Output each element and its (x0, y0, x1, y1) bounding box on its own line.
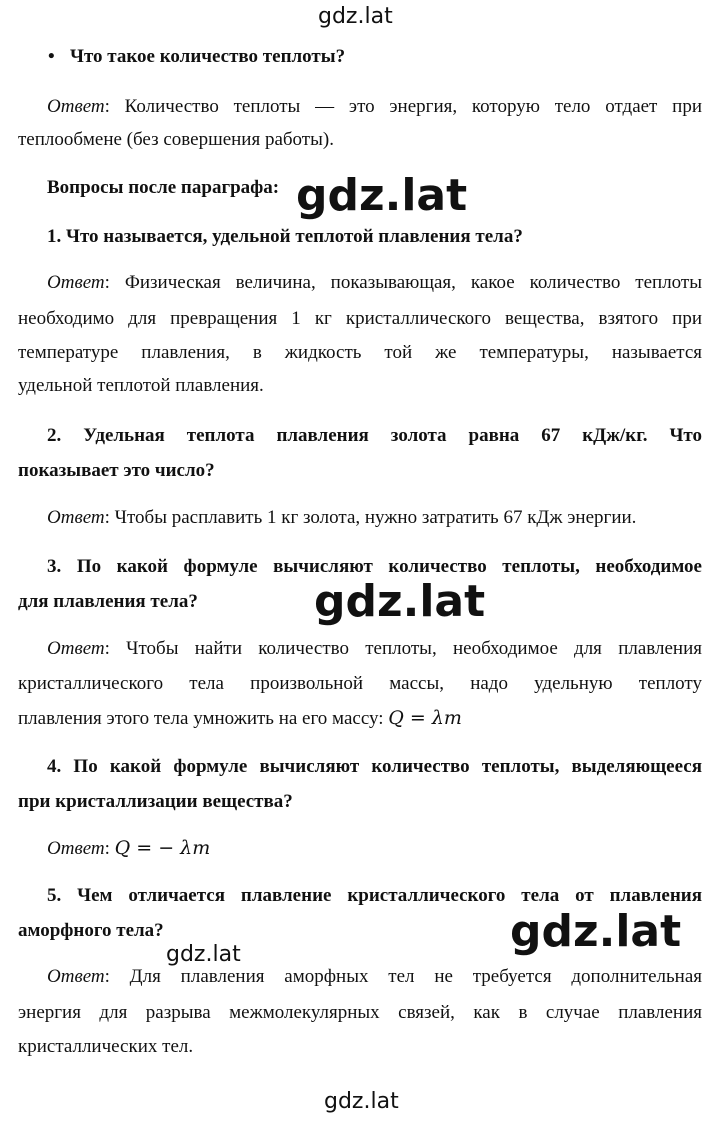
answer-2-line-1: Ответ: Чтобы расплавить 1 кг золота, нужно затратить 67 кДж энергии. (47, 507, 637, 528)
question-3-line-1: 3. По какой формуле вычисляют количество теплоты, необходимое (47, 556, 702, 577)
question-2-line-2: показывает это число? (18, 460, 215, 481)
question-3-line-2: для плавления тела? (18, 591, 198, 612)
answer-label: Ответ (47, 272, 105, 293)
question-4-line-2: при кристаллизации вещества? (18, 791, 293, 812)
watermark-large-3: gdz.lat (510, 906, 682, 957)
intro-answer-line-2: теплообмене (без совершения работы). (18, 129, 334, 150)
answer-5-line-2: энергия для разрыва межмолекулярных связей, как в случае плавления (18, 1002, 702, 1023)
watermark-top: gdz.lat (318, 4, 393, 29)
watermark-small-mid: gdz.lat (166, 942, 241, 967)
answer-label: Ответ (47, 966, 105, 987)
watermark-large-1: gdz.lat (296, 170, 468, 221)
answer-label: Ответ (47, 838, 105, 859)
intro-answer-line-1: Ответ: Количество теплоты — это энергия, которую тело отдает при (47, 96, 702, 117)
answer-1-line-1: Ответ: Физическая величина, показывающая, какое количество теплоты (47, 272, 702, 293)
answer-4-line-1: Ответ: Q = − λm (47, 837, 211, 859)
answer-3-line-3: плавления этого тела умножить на его массу: Q = λm (18, 707, 462, 729)
answer-5-line-1: Ответ: Для плавления аморфных тел не требуется дополнительная (47, 966, 702, 987)
question-4-line-1: 4. По какой формуле вычисляют количество теплоты, выделяющееся (47, 756, 702, 777)
answer-label: Ответ (47, 638, 105, 659)
question-2-line-1: 2. Удельная теплота плавления золота равна 67 кДж/кг. Что (47, 425, 702, 446)
section-title: Вопросы после параграфа: (47, 177, 280, 198)
formula-melting-heat: Q = λm (388, 707, 462, 729)
answer-label: Ответ (47, 507, 105, 528)
watermark-bottom: gdz.lat (324, 1089, 399, 1114)
formula-crystallization-heat: Q = − λm (114, 837, 211, 859)
answer-1-line-2: необходимо для превращения 1 кг кристаллического вещества, взятого при (18, 308, 702, 329)
answer-1-line-3: температуре плавления, в жидкость той же температуры, называется (18, 342, 702, 363)
question-5-line-2: аморфного тела? (18, 920, 164, 941)
watermark-large-2: gdz.lat (314, 576, 486, 627)
answer-label: Ответ (47, 96, 105, 117)
question-1: 1. Что называется, удельной теплотой плавления тела? (47, 226, 523, 247)
intro-question: • Что такое количество теплоты? (48, 46, 346, 67)
answer-5-line-3: кристаллических тел. (18, 1036, 194, 1057)
answer-3-line-1: Ответ: Чтобы найти количество теплоты, необходимое для плавления (47, 638, 702, 659)
bullet-icon: • (48, 46, 55, 67)
answer-1-line-4: удельной теплотой плавления. (18, 375, 264, 396)
answer-3-line-2: кристаллического тела произвольной массы, надо удельную теплоту (18, 673, 702, 694)
question-5-line-1: 5. Чем отличается плавление кристаллического тела от плавления (47, 885, 702, 906)
